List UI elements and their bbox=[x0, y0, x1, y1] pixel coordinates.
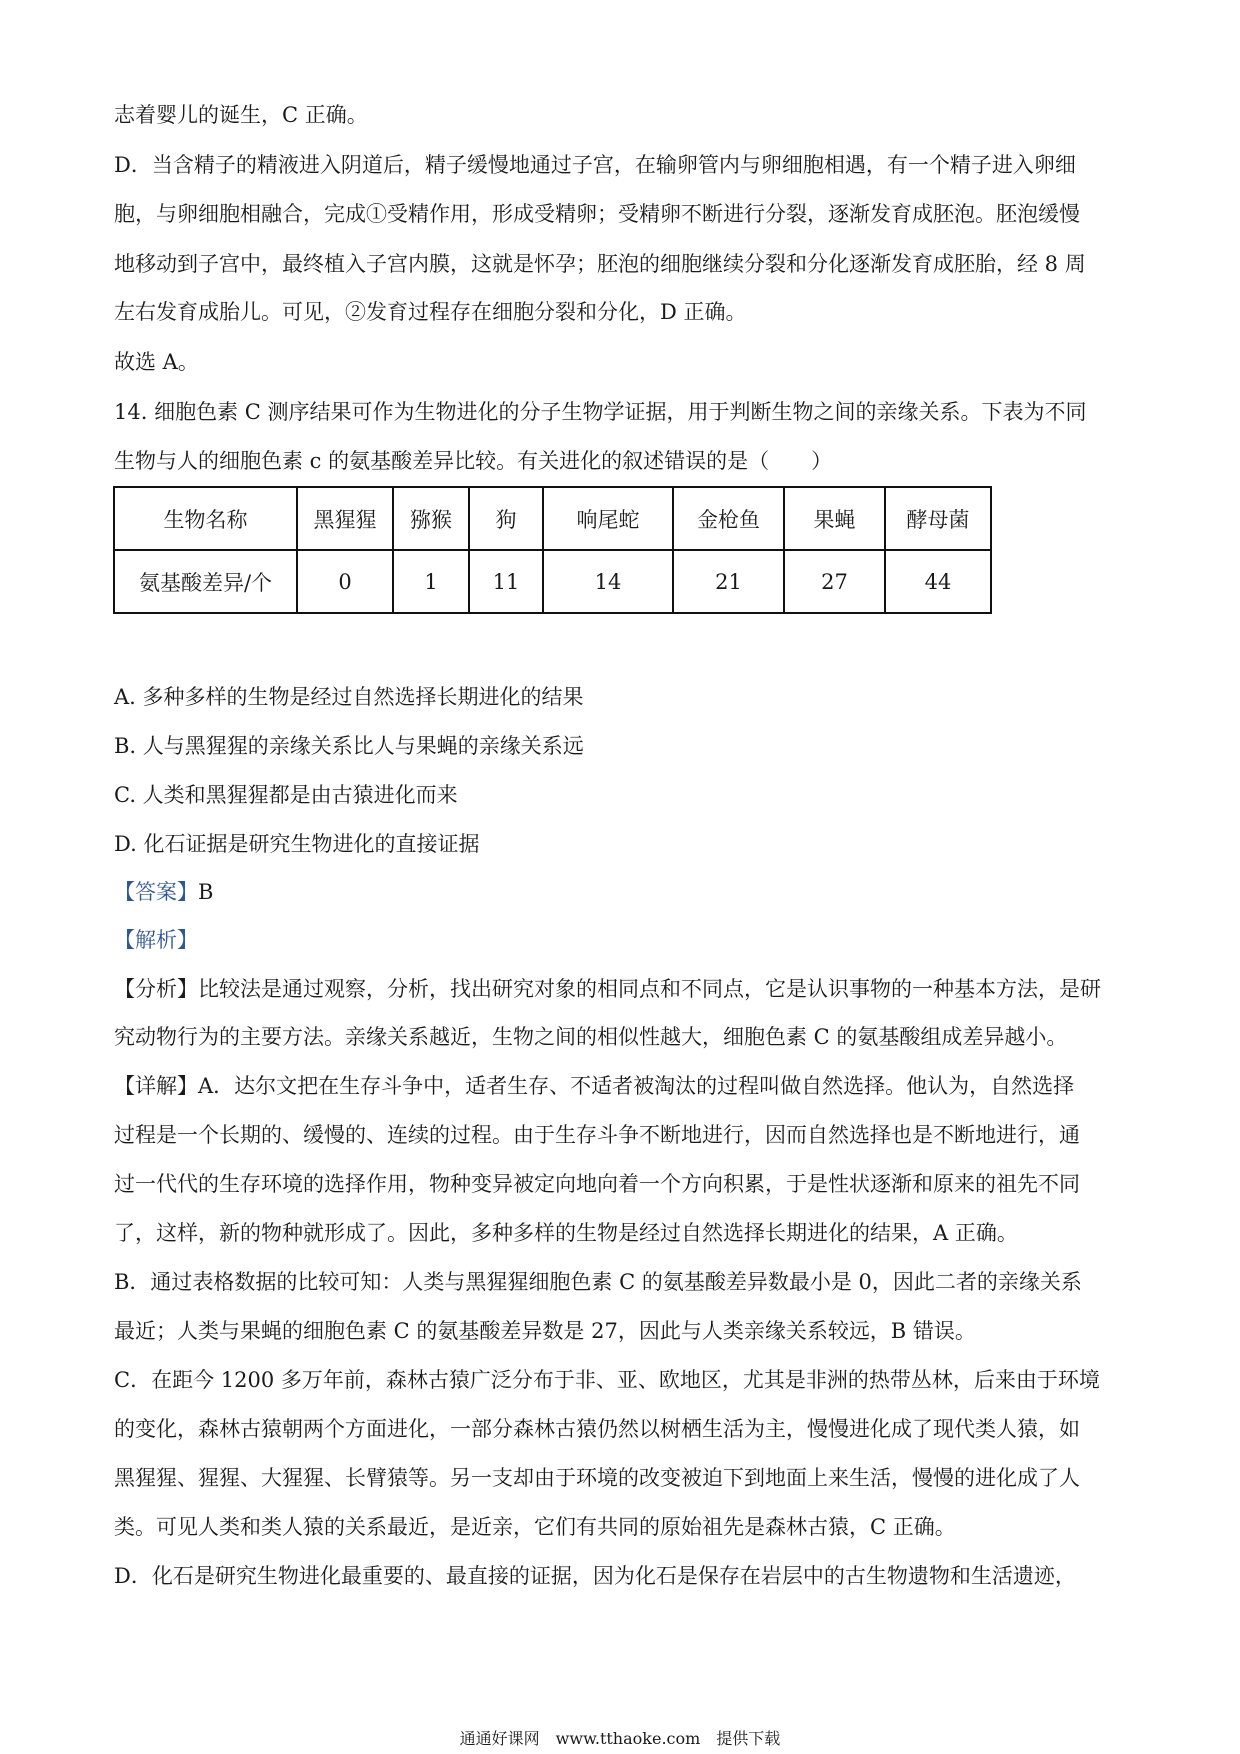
option-b: B. 人与黑猩猩的亲缘关系比人与果蝇的亲缘关系远 bbox=[114, 734, 584, 758]
fenxi-line bbox=[114, 974, 1134, 1004]
text-line: 黑猩猩、猩猩、大猩猩、长臂猿等。另一支却由于环境的改变被迫下到地面上来生活，慢慢的进化成了人 bbox=[114, 1466, 1080, 1490]
table-cell: 狗 bbox=[469, 487, 543, 550]
table-cell: 黑猩猩 bbox=[297, 487, 393, 550]
text-line: 胞，与卵细胞相融合，完成①受精作用，形成受精卵；受精卵不断进行分裂，逐渐发育成胚泡。胚泡缓慢 bbox=[114, 202, 1080, 226]
text-line: B．通过表格数据的比较可知：人类与黑猩猩细胞色素 C 的氨基酸差异数最小是 0，因此二者的亲缘关系 bbox=[114, 1270, 1082, 1294]
table-cell: 14 bbox=[543, 550, 673, 613]
table-cell: 猕猴 bbox=[393, 487, 469, 550]
table-cell: 44 bbox=[885, 550, 991, 613]
option-a: A. 多种多样的生物是经过自然选择长期进化的结果 bbox=[114, 685, 584, 709]
answer-line bbox=[114, 877, 1134, 907]
text-line: 过一代代的生存环境的选择作用，物种变异被定向地向着一个方向积累，于是性状逐渐和原来的祖先不同 bbox=[114, 1172, 1080, 1196]
text-line: D．当含精子的精液进入阴道后，精子缓慢地通过子宫，在输卵管内与卵细胞相遇，有一个精子进入卵细 bbox=[114, 153, 1076, 177]
question-14-stem: 生物与人的细胞色素 c 的氨基酸差异比较。有关进化的叙述错误的是（ ） bbox=[114, 449, 833, 473]
text-line: 类。可见人类和类人猿的关系最近，是近亲，它们有共同的原始祖先是森林古猿，C 正确。 bbox=[114, 1515, 956, 1539]
text-line: 左右发育成胎儿。可见，②发育过程存在细胞分裂和分化，D 正确。 bbox=[114, 300, 747, 324]
answer-label: 【答案】 bbox=[114, 880, 198, 904]
text-line: 了，这样，新的物种就形成了。因此，多种多样的生物是经过自然选择长期进化的结果，A 正确。 bbox=[114, 1221, 1018, 1245]
table-cell: 金枪鱼 bbox=[673, 487, 784, 550]
option-c: C. 人类和黑猩猩都是由古猿进化而来 bbox=[114, 783, 458, 807]
table-cell: 0 bbox=[297, 550, 393, 613]
text-line: 最近；人类与果蝇的细胞色素 C 的氨基酸差异数是 27，因此与人类亲缘关系较远，B 错误。 bbox=[114, 1319, 976, 1343]
table-cell: 果蝇 bbox=[784, 487, 885, 550]
text-line: D．化石是研究生物进化最重要的、最直接的证据，因为化石是保存在岩层中的古生物遗物和生活遗迹， bbox=[114, 1564, 1076, 1588]
text-line: 的变化，森林古猿朝两个方面进化，一部分森林古猿仍然以树栖生活为主，慢慢进化成了现代类人猿，如 bbox=[114, 1417, 1080, 1441]
table-row bbox=[114, 550, 991, 613]
table-header-row bbox=[114, 487, 991, 550]
table-cell: 1 bbox=[393, 550, 469, 613]
analysis-label: 【解析】 bbox=[114, 928, 198, 952]
text-line: 地移动到子宫中，最终植入子宫内膜，这就是怀孕；胚泡的细胞继续分裂和分化逐渐发育成胚胎，经 8 周 bbox=[114, 252, 1086, 276]
table-cell: 27 bbox=[784, 550, 885, 613]
detail-label: 【详解】 bbox=[114, 1074, 198, 1098]
detail-text: A．达尔文把在生存斗争中，适者生存、不适者被淘汰的过程叫做自然选择。他认为，自然选择 bbox=[198, 1074, 1075, 1098]
footer-watermark: 通通好课网 www.tthaoke.com 提供下载 bbox=[459, 1729, 781, 1748]
table-cell: 响尾蛇 bbox=[543, 487, 673, 550]
fenxi-label: 【分析】 bbox=[114, 977, 198, 1001]
answer-value: B bbox=[198, 880, 214, 904]
detail-line bbox=[114, 1071, 1134, 1101]
option-d: D. 化石证据是研究生物进化的直接证据 bbox=[114, 832, 480, 856]
text-line: 志着婴儿的诞生，C 正确。 bbox=[114, 103, 368, 127]
cytochrome-c-table bbox=[113, 486, 992, 614]
question-14-stem: 14. 细胞色素 C 测序结果可作为生物进化的分子生物学证据，用于判断生物之间的亲缘关系。下表为不同 bbox=[114, 400, 1087, 424]
table-cell: 11 bbox=[469, 550, 543, 613]
table-cell: 酵母菌 bbox=[885, 487, 991, 550]
table-cell: 21 bbox=[673, 550, 784, 613]
fenxi-text: 比较法是通过观察，分析，找出研究对象的相同点和不同点，它是认识事物的一种基本方法，是研 bbox=[198, 977, 1101, 1001]
text-line: 故选 A。 bbox=[114, 350, 199, 374]
table-cell: 生物名称 bbox=[114, 487, 297, 550]
table-cell: 氨基酸差异/个 bbox=[114, 550, 297, 613]
text-line: 究动物行为的主要方法。亲缘关系越近，生物之间的相似性越大，细胞色素 C 的氨基酸组成差异越小。 bbox=[114, 1025, 1068, 1049]
text-line: 过程是一个长期的、缓慢的、连续的过程。由于生存斗争不断地进行，因而自然选择也是不断地进行，通 bbox=[114, 1123, 1080, 1147]
text-line: C．在距今 1200 多万年前，森林古猿广泛分布于非、亚、欧地区，尤其是非洲的热带丛林，后来由于环境 bbox=[114, 1368, 1100, 1392]
